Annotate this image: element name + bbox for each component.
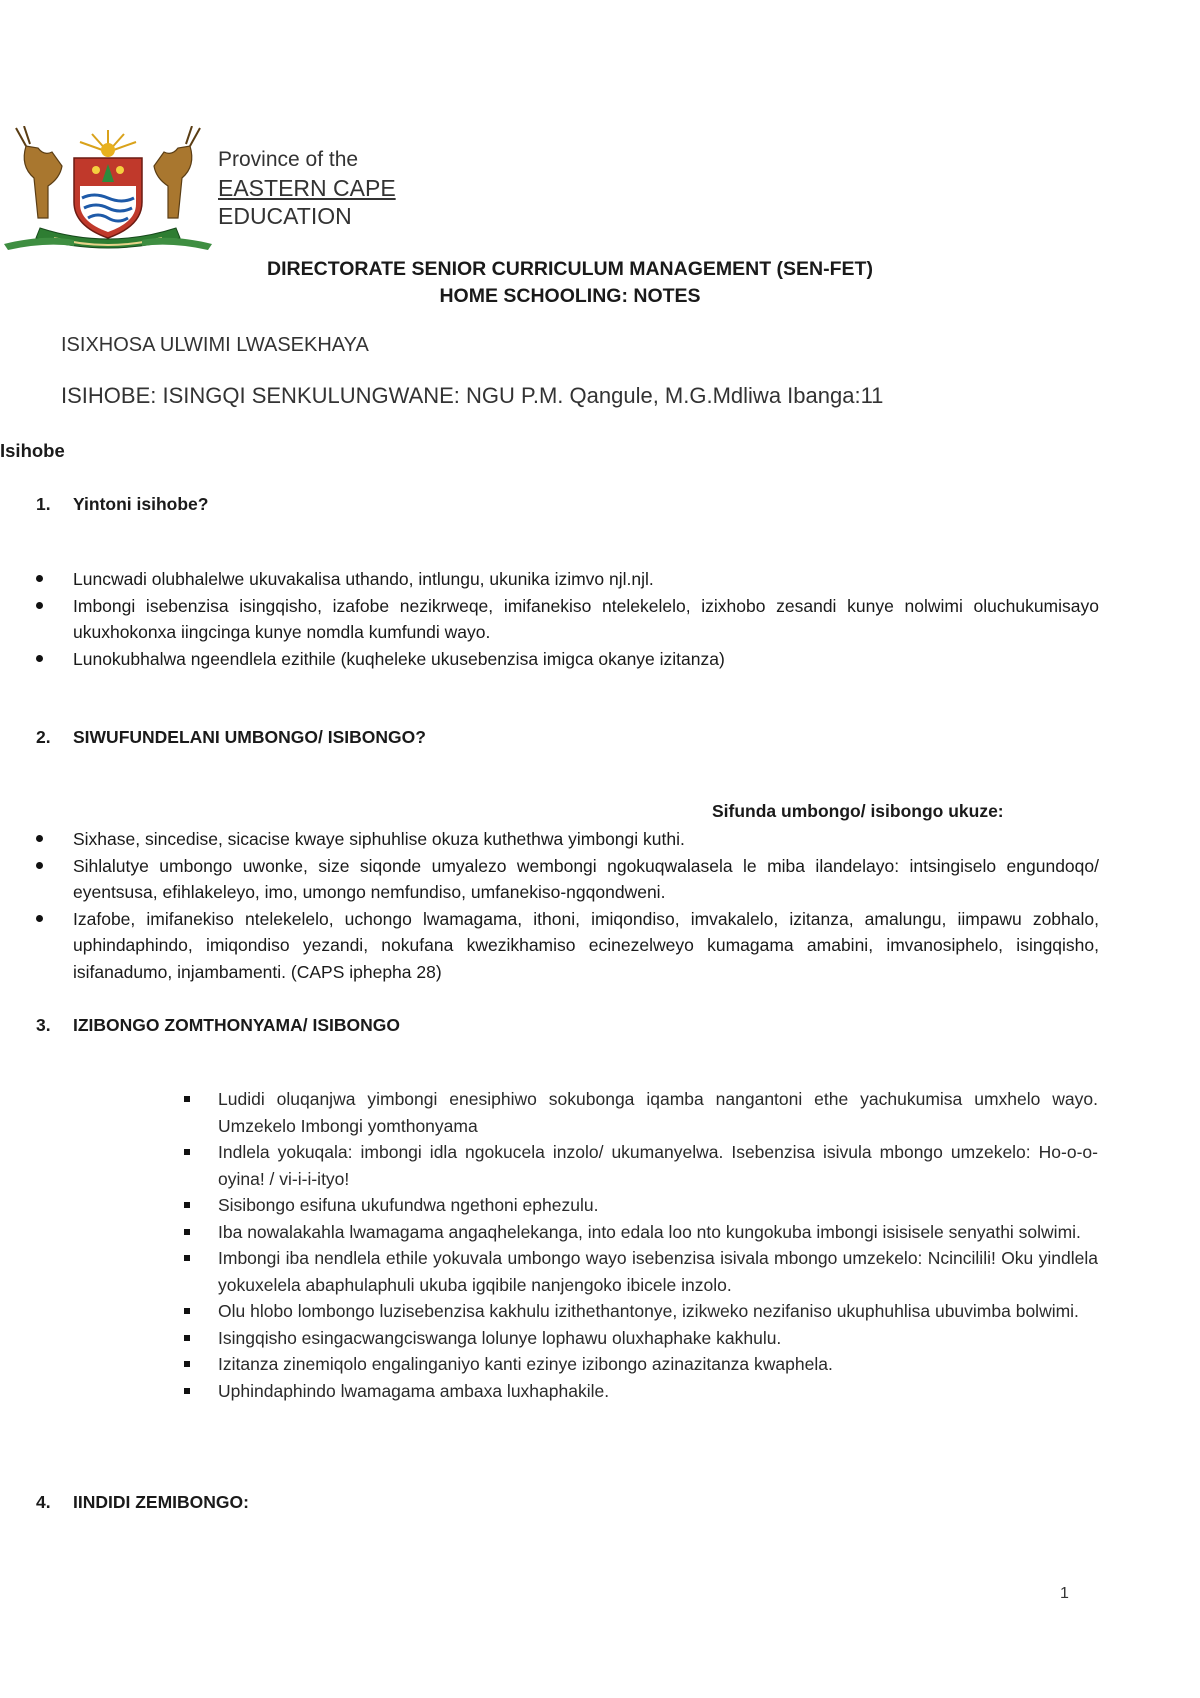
list-item: Izitanza zinemiqolo engalinganiyo kanti ezinye izibongo azinazitanza kwaphela. — [184, 1351, 1098, 1378]
bullet-list — [36, 826, 1099, 985]
section-number: 4. — [36, 1492, 51, 1512]
list-item: Ludidi oluqanjwa yimbongi enesiphiwo sokubonga iqamba nangantoni ethe yachukumisa umxhelo wayo. Umzekelo Imbongi yomthonyama — [184, 1086, 1098, 1139]
section-label: Isihobe — [0, 440, 65, 461]
bullet-list — [36, 566, 1099, 672]
list-item: Olu hlobo lombongo luzisebenzisa kakhulu izithethantonye, izikweko nezifaniso ukuphuhlisa ubuvimba bolwimi. — [184, 1298, 1098, 1325]
section-heading — [36, 727, 426, 748]
square-bullet-list — [184, 1086, 1098, 1404]
bullet-icon — [36, 602, 43, 609]
section-title: SIWUFUNDELANI UMBONGO/ ISIBONGO? — [73, 727, 426, 747]
bullet-icon — [36, 575, 43, 582]
page-number: 1 — [1060, 1585, 1069, 1602]
list-item: Uphindaphindo lwamagama ambaxa luxhaphakile. — [184, 1378, 1098, 1405]
square-bullet-icon — [184, 1149, 190, 1155]
section-heading — [36, 494, 208, 515]
eastern-cape-coat-of-arms-icon — [4, 126, 212, 254]
home-schooling-title: HOME SCHOOLING: NOTES — [439, 285, 701, 307]
section-number: 3. — [36, 1015, 51, 1035]
bullet-icon — [36, 655, 43, 662]
section-number: 1. — [36, 494, 51, 514]
section-title: Yintoni isihobe? — [73, 494, 209, 514]
square-bullet-icon — [184, 1361, 190, 1367]
province-line: Province of the — [218, 148, 359, 171]
square-bullet-icon — [184, 1096, 190, 1102]
square-bullet-icon — [184, 1388, 190, 1394]
section-intro: Sifunda umbongo/ isibongo ukuze: — [712, 801, 1004, 821]
list-item: Lunokubhalwa ngeendlela ezithile (kuqheleke ukusebenzisa imigca okanye izitanza) — [36, 646, 1099, 673]
list-item: Izafobe, imifanekiso ntelekelelo, uchongo lwamagama, ithoni, imiqondiso, imvakalelo, izitanza, amalungu, iimpawu zobhalo, uphindaphindo, imiqondiso yezandi, nokufana kwezikhamiso ecinezelweyo kumagama amabini, imvanosiphelo, isingqisho, isifanadumo, injambamenti. (CAPS iphepha 28) — [36, 906, 1099, 986]
list-item: Sisibongo esifuna ukufundwa ngethoni ephezulu. — [184, 1192, 1098, 1219]
list-item: Isingqisho esingacwangciswanga lolunye lophawu oluxhaphake kakhulu. — [184, 1325, 1098, 1352]
section-title: IINDIDI ZEMIBONGO: — [73, 1492, 249, 1512]
square-bullet-icon — [184, 1202, 190, 1208]
square-bullet-icon — [184, 1308, 190, 1314]
square-bullet-icon — [184, 1255, 190, 1261]
directorate-title: DIRECTORATE SENIOR CURRICULUM MANAGEMENT (SEN-FET) — [267, 258, 873, 280]
province-block — [218, 146, 396, 230]
section-heading — [36, 1492, 249, 1513]
document-title — [0, 256, 1140, 310]
list-item: Iba nowalakahla lwamagama angaqhelekanga, into edala loo nto kungokuba imbongi isisisele senyathi solwimi. — [184, 1219, 1098, 1246]
list-item: Sihlalutye umbongo uwonke, size siqonde umyalezo wembongi ngokuqwalasela le miba ilandelayo: intsingiselo engundoqo/ eyentsusa, efihlakeleyo, imo, umongo nemfundiso, umfanekiso-ngqondweni. — [36, 853, 1099, 906]
list-item: Imbongi iba nendlela ethile yokuvala umbongo wayo isebenzisa isivala mbongo umzekelo: Ncincilili! Oku yindlela yokuxelela abaphulaphuli ukuba igqibile nanjengoko ibicele inzolo. — [184, 1245, 1098, 1298]
department-name: EDUCATION — [218, 203, 352, 229]
list-item: Imbongi isebenzisa isingqisho, izafobe nezikrweqe, imifanekiso ntelekelelo, izixhobo zesandi kunye nolwimi oluchukumisayo ukuxhokonxa iingcinga kunye nomdla kumfundi wayo. — [36, 593, 1099, 646]
section-title: IZIBONGO ZOMTHONYAMA/ ISIBONGO — [73, 1015, 400, 1035]
bullet-icon — [36, 862, 43, 869]
subject-title: ISIXHOSA ULWIMI LWASEKHAYA — [61, 334, 369, 356]
section-number: 2. — [36, 727, 51, 747]
list-item: Luncwadi olubhalelwe ukuvakalisa uthando, intlungu, ukunika izimvo njl.njl. — [36, 566, 1099, 593]
list-item: Indlela yokuqala: imbongi idla ngokucela inzolo/ ukumanyelwa. Isebenzisa isivula mbongo umzekelo: Ho-o-o-oyina! / vi-i-i-ityo! — [184, 1139, 1098, 1192]
province-name: EASTERN CAPE — [218, 175, 396, 201]
topic-title: ISIHOBE: ISINGQI SENKULUNGWANE: NGU P.M. Qangule, M.G.Mdliwa Ibanga:11 — [61, 383, 884, 408]
square-bullet-icon — [184, 1335, 190, 1341]
section-heading — [36, 1015, 400, 1036]
list-item: Sixhase, sincedise, sicacise kwaye siphuhlise okuza kuthethwa yimbongi kuthi. — [36, 826, 1099, 853]
bullet-icon — [36, 915, 43, 922]
square-bullet-icon — [184, 1229, 190, 1235]
bullet-icon — [36, 835, 43, 842]
